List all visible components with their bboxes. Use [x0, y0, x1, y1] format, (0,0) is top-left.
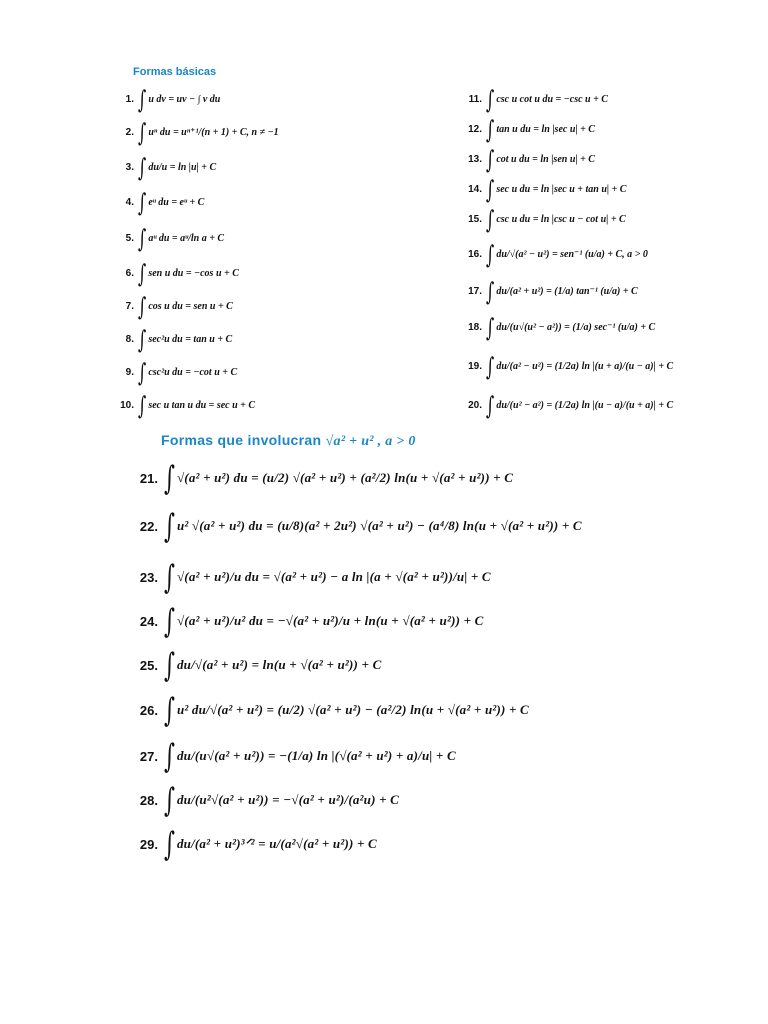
formula-expression: du/(u√(a² + u²)) = −(1/a) ln |(√(a² + u²) + a)/u| + C — [176, 748, 456, 763]
integral-sign-icon: ∫ — [164, 602, 175, 640]
formula-8 — [116, 324, 232, 354]
formula-expression: aᵘ du = aᵘ/ln a + C — [148, 232, 225, 244]
formula-number: 18. — [468, 321, 482, 333]
formula-expression: √(a² + u²) du = (u/2) √(a² + u²) + (a²/2) ln(u + √(a² + u²)) + C — [176, 470, 514, 485]
heading-sqrt-prefix: Formas que involucran — [161, 432, 322, 448]
integral-sign-icon: ∫ — [486, 351, 495, 381]
formula-20 — [464, 390, 673, 420]
formula-number: 22. — [139, 518, 158, 534]
heading-sqrt-condition: √a² + u² , a > 0 — [325, 434, 416, 449]
integral-sign-icon: ∫ — [164, 691, 175, 729]
integral-sign-icon: ∫ — [138, 223, 147, 253]
formula-number: 10. — [120, 399, 134, 411]
formula-number: 15. — [468, 213, 482, 225]
formula-22 — [130, 507, 582, 545]
integral-sign-icon: ∫ — [486, 174, 495, 204]
formula-5 — [116, 223, 224, 253]
formula-28 — [130, 781, 399, 819]
formula-number: 26. — [139, 702, 158, 718]
formula-number: 20. — [468, 399, 482, 411]
integral-sign-icon: ∫ — [486, 114, 495, 144]
integral-sign-icon: ∫ — [164, 459, 175, 497]
formula-number: 3. — [125, 161, 134, 173]
formula-expression: √(a² + u²)/u du = √(a² + u²) − a ln |(a + √(a² + u²))/u| + C — [176, 569, 491, 584]
integral-sign-icon: ∫ — [138, 152, 147, 182]
formula-27 — [130, 737, 456, 775]
integral-sign-icon: ∫ — [138, 357, 147, 387]
integral-sign-icon: ∫ — [486, 144, 495, 174]
heading-sqrt-forms — [161, 432, 416, 450]
formula-11 — [464, 84, 608, 114]
integral-sign-icon: ∫ — [164, 781, 175, 819]
formula-15 — [464, 204, 626, 234]
integral-sign-icon: ∫ — [138, 291, 147, 321]
integral-sign-icon: ∫ — [486, 312, 495, 342]
integral-sign-icon: ∫ — [138, 117, 147, 147]
formula-expression: u² √(a² + u²) du = (u/8)(a² + 2u²) √(a² + u²) − (a⁴/8) ln(u + √(a² + u²)) + C — [176, 518, 582, 533]
formula-number: 8. — [125, 333, 134, 345]
formula-24 — [130, 602, 484, 640]
formula-expression: sec u tan u du = sec u + C — [148, 399, 256, 411]
formula-number: 17. — [468, 285, 482, 297]
formula-expression: du/(u√(u² − a²)) = (1/a) sec⁻¹ (u/a) + C — [496, 321, 656, 333]
formula-10 — [116, 390, 255, 420]
formula-number: 16. — [468, 248, 482, 260]
formula-expression: du/(a² + u²) = (1/a) tan⁻¹ (u/a) + C — [496, 285, 638, 297]
integral-sign-icon: ∫ — [486, 276, 495, 306]
formula-number: 12. — [468, 123, 482, 135]
formula-19 — [464, 351, 673, 381]
integral-sign-icon: ∫ — [486, 239, 495, 269]
formula-number: 27. — [139, 748, 158, 764]
formula-expression: du/(u² − a²) = (1/2a) ln |(u − a)/(u + a)| + C — [496, 399, 674, 411]
formula-expression: u² du/√(a² + u²) = (u/2) √(a² + u²) − (a²/2) ln(u + √(a² + u²)) + C — [176, 702, 529, 717]
formula-number: 5. — [125, 232, 134, 244]
formula-6 — [116, 258, 239, 288]
formula-number: 2. — [125, 126, 134, 138]
formula-16 — [464, 239, 648, 269]
integral-sign-icon: ∫ — [486, 84, 495, 114]
integral-sign-icon: ∫ — [164, 646, 175, 684]
formula-expression: cos u du = sen u + C — [148, 300, 233, 312]
formula-number: 23. — [139, 569, 158, 585]
formula-number: 28. — [139, 792, 158, 808]
formula-number: 7. — [125, 300, 134, 312]
formula-17 — [464, 276, 638, 306]
formula-number: 9. — [125, 366, 134, 378]
formula-18 — [464, 312, 655, 342]
formula-expression: sec²u du = tan u + C — [148, 333, 233, 345]
formula-3 — [116, 152, 216, 182]
formula-expression: √(a² + u²)/u² du = −√(a² + u²)/u + ln(u + √(a² + u²)) + C — [176, 613, 484, 628]
formula-expression: eᵘ du = eᵘ + C — [148, 196, 205, 208]
formula-number: 24. — [139, 613, 158, 629]
formula-expression: u dv = uv − ∫ v du — [148, 93, 221, 105]
integral-sign-icon: ∫ — [138, 390, 147, 420]
formula-9 — [116, 357, 237, 387]
formula-29 — [130, 825, 377, 863]
formula-12 — [464, 114, 595, 144]
formula-21 — [130, 459, 514, 497]
integral-sign-icon: ∫ — [486, 390, 495, 420]
formula-number: 6. — [125, 267, 134, 279]
formula-expression: tan u du = ln |sec u| + C — [496, 123, 595, 135]
formula-26 — [130, 691, 529, 729]
formula-number: 14. — [468, 183, 482, 195]
formula-number: 1. — [125, 93, 134, 105]
formula-1 — [116, 84, 220, 114]
integral-sign-icon: ∫ — [164, 558, 175, 596]
formula-expression: uⁿ du = uⁿ⁺¹/(n + 1) + C, n ≠ −1 — [148, 126, 279, 138]
integral-sign-icon: ∫ — [164, 507, 175, 545]
formula-expression: csc u du = ln |csc u − cot u| + C — [496, 213, 626, 225]
integral-sign-icon: ∫ — [138, 324, 147, 354]
integral-sign-icon: ∫ — [138, 258, 147, 288]
integral-sign-icon: ∫ — [164, 825, 175, 863]
formula-14 — [464, 174, 626, 204]
formula-number: 4. — [125, 196, 134, 208]
formula-expression: du/(u²√(a² + u²)) = −√(a² + u²)/(a²u) + C — [176, 792, 399, 807]
formula-number: 13. — [468, 153, 482, 165]
formula-expression: csc²u du = −cot u + C — [148, 366, 238, 378]
formula-number: 29. — [139, 836, 158, 852]
formula-expression: sec u du = ln |sec u + tan u| + C — [496, 183, 627, 195]
formula-expression: du/(a² + u²)³ᐟ² = u/(a²√(a² + u²)) + C — [176, 836, 377, 851]
integral-sign-icon: ∫ — [486, 204, 495, 234]
formula-expression: sen u du = −cos u + C — [148, 267, 239, 279]
heading-basic-forms: Formas básicas — [133, 66, 217, 78]
formula-25 — [130, 646, 382, 684]
formula-23 — [130, 558, 491, 596]
formula-number: 25. — [139, 657, 158, 673]
formula-expression: csc u cot u du = −csc u + C — [496, 93, 608, 105]
formula-13 — [464, 144, 595, 174]
integral-sign-icon: ∫ — [138, 84, 147, 114]
formula-expression: du/u = ln |u| + C — [148, 161, 217, 173]
formula-number: 21. — [139, 470, 158, 486]
formula-expression: du/√(a² − u²) = sen⁻¹ (u/a) + C, a > 0 — [496, 248, 648, 260]
formula-expression: du/√(a² + u²) = ln(u + √(a² + u²)) + C — [176, 657, 382, 672]
formula-number: 11. — [468, 93, 482, 105]
formula-4 — [116, 187, 204, 217]
formula-expression: cot u du = ln |sen u| + C — [496, 153, 595, 165]
formula-expression: du/(a² − u²) = (1/2a) ln |(u + a)/(u − a)| + C — [496, 360, 674, 372]
integral-sign-icon: ∫ — [164, 737, 175, 775]
formula-2 — [116, 117, 279, 147]
integral-sign-icon: ∫ — [138, 187, 147, 217]
formula-7 — [116, 291, 233, 321]
formula-number: 19. — [468, 360, 482, 372]
